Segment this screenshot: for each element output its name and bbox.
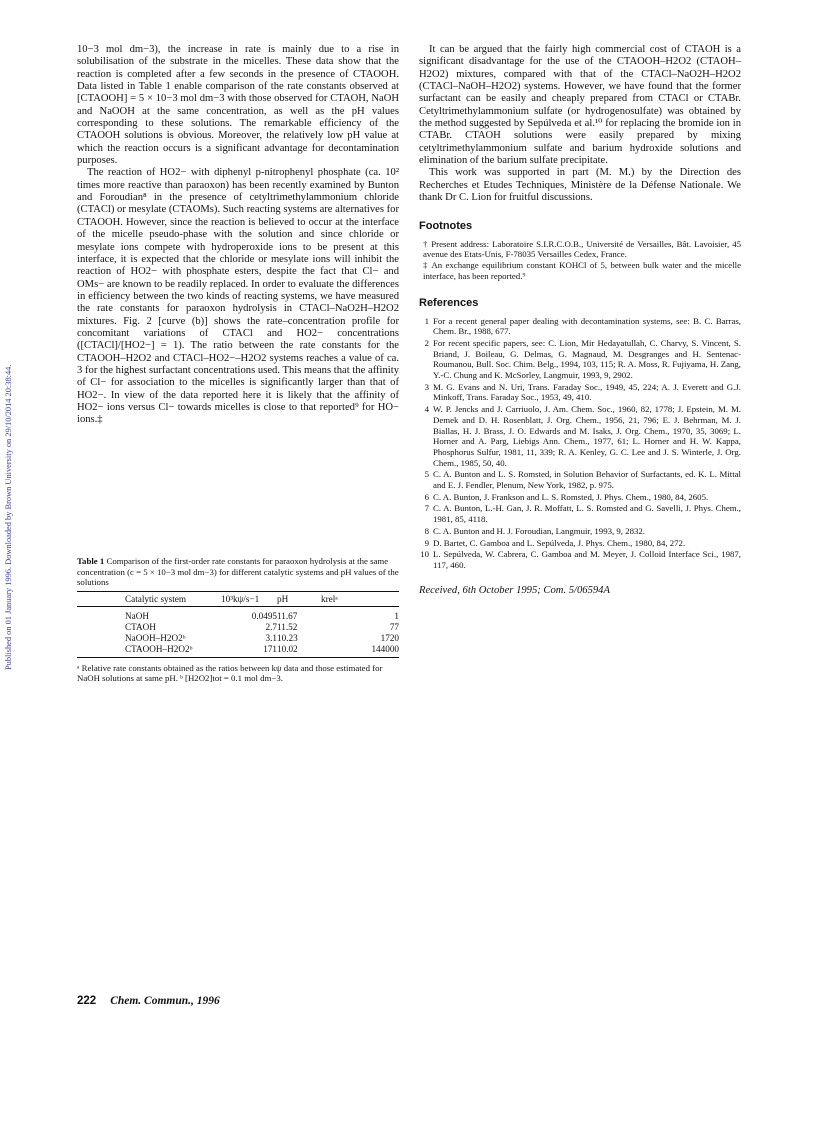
reference-item	[419, 404, 741, 468]
page-footer	[77, 995, 220, 1007]
table-cell: NaOOH–H2O2ᵇ	[125, 632, 186, 643]
reference-number: 9	[424, 537, 429, 548]
references-heading: References	[419, 297, 479, 310]
table-row	[77, 606, 399, 621]
right-column	[419, 44, 741, 608]
reference-item	[419, 469, 741, 490]
reference-item	[419, 316, 741, 337]
reference-text: W. P. Jencks and J. Carriuolo, J. Am. Chem. Soc., 1960, 82, 1778; J. Epstein, M. M. Demek and D. H. Rosenblatt, J. Org. Chem., 1956, 21, 796; E. J. Behrman, M. J. Biallas, H. J. Brass, J. O. Edwards and M. Isaks, J. Org. Chem., 1970, 35, 3069; L. Horner and A. Parg, Liebigs Ann. Chem., 1977, 61; L. Horner and H. W. Kappa, Phosphorus Sulfur, 1981, 11, 339; R. A. Kenley, G. C. Lee and J. S. Winterle, J. Org. Chem., 1985, 50, 40.	[433, 404, 741, 468]
references-list	[419, 316, 741, 571]
download-watermark-text: Published on 01 January 1996. Downloaded by Brown University on 29/10/2014 20:38:44.	[4, 364, 13, 670]
table-cell: 3.1	[265, 632, 277, 643]
table-header: Catalytic system	[125, 593, 186, 604]
table-cell: 144000	[321, 643, 399, 657]
reference-number: 1	[424, 315, 429, 326]
left-column	[77, 44, 399, 427]
reference-text: C. A. Bunton and H. J. Foroudian, Langmuir, 1993, 9, 2832.	[433, 525, 645, 536]
table-cell: 10.02	[277, 643, 321, 657]
table-cell: 1720	[380, 632, 399, 643]
reference-number: 2	[424, 337, 429, 348]
table-header: 10³kψ/s−1	[221, 593, 260, 604]
reference-text: For recent specific papers, see: C. Lion, Mir Hedayatullah, C. Charvy, S. Vincent, S. Briand, J. Boileau, G. Delmas, G. Magnaud, M. Desgranges and H. Sentenac-Roumanou, Bull. Soc. Chim. Belg., 1994, 103, 115; R. A. Moss, R. Fujiyama, H. Zang, Y.-C. Chung and K. McSorley, Langmuir, 1993, 9, 2902.	[433, 337, 741, 381]
reference-text: For a recent general paper dealing with decontamination systems, see: B. C. Barras, Chem. Br., 1988, 677.	[433, 315, 741, 337]
reference-text: L. Sepúlveda, W. Cabrera, C. Gamboa and M. Meyer, J. Colloid Interface Sci., 1987, 117, 460.	[433, 549, 741, 570]
download-watermark	[4, 270, 18, 670]
table-row	[77, 621, 399, 632]
table-header: krelᵃ	[321, 593, 338, 604]
received-line: Received, 6th October 1995; Com. 5/06594A	[419, 584, 610, 596]
body-paragraph: This work was supported in part (M. M.) by the Direction des Recherches et Etudes Techniques, Ministère de la Défense Nationale. We thank Dr C. Lion for fruitful discussions.	[419, 167, 741, 204]
reference-number: 10	[420, 549, 429, 560]
body-paragraph: 10−3 mol dm−3), the increase in rate is mainly due to a rise in solubilisation of the substrate in the micelles. These data show that the reaction is completed after a few seconds in the presence of CTAOOH. Data listed in Table 1 enable comparison of the rate constants observed at [CTAOOH] = 5 × 10−3 mol dm−3 with those observed for CTAOH, NaOH and NaOOH at the same concentration, as well as the pH values corresponding to these solutions. The remarkable efficiency of the CTAOOH solutions is obvious. Moreover, the relatively low pH value at which the reaction occurs is a significant advantage for decontamination purposes.	[77, 44, 399, 167]
table-cell: CTAOH	[125, 621, 156, 632]
table-caption-label: Table 1	[77, 556, 105, 566]
table-data	[77, 591, 399, 658]
table-caption	[77, 556, 399, 588]
body-paragraph: It can be argued that the fairly high commercial cost of CTAOH is a significant disadvantage for the use of the CTAOOH–H2O2 (CTAOH–H2O2) mixtures, compared with that of the CTACl–NaO2H–H2O2 (CTACl–NaOH–H2O2) systems. However, we have found that the former surfactant can be easily and cheaply prepared from CTACl or CTABr. Cetyltrimethylammonium sulfate (or hydrogenosulfate) was obtained by the method suggested by Sepúlveda et al.¹⁰ for replacing the bromide ion in CTABr. CTAOH solutions were easily prepared by mixing cetyltrimethylammonium sulfate and barium hydroxide solutions and elimination of the barium sulfate precipitate.	[419, 44, 741, 167]
reference-item	[419, 503, 741, 524]
reference-item	[419, 382, 741, 403]
reference-number: 7	[424, 503, 429, 514]
reference-item	[419, 549, 741, 570]
reference-number: 5	[424, 469, 429, 480]
table-cell: 171	[221, 643, 277, 657]
journal-name: Chem. Commun., 1996	[110, 995, 220, 1007]
reference-text: M. G. Evans and N. Uri, Trans. Faraday Soc., 1949, 45, 224; A. J. Everett and G.J. Minkoff, Trans. Faraday Soc., 1953, 49, 410.	[433, 381, 741, 403]
reference-text: C. A. Bunton, L.-H. Gan, J. R. Moffatt, L. S. Romsted and G. Savelli, J. Phys. Chem., 1981, 85, 4118.	[433, 503, 741, 525]
reference-item	[419, 338, 741, 381]
page-number: 222	[77, 995, 97, 1007]
table-cell: 77	[389, 621, 399, 632]
table-header: pH	[277, 593, 289, 604]
footnotes-heading: Footnotes	[419, 220, 473, 233]
table-cell: 1	[394, 610, 399, 621]
table-row	[77, 643, 399, 657]
table-row	[77, 632, 399, 643]
reference-item	[419, 526, 741, 537]
table-1	[77, 556, 399, 693]
table-cell: 10.23	[277, 632, 298, 643]
body-paragraph: The reaction of HO2− with diphenyl p-nitrophenyl phosphate (ca. 10² times more reactive than paraoxon) has been recently examined by Bunton and Foroudian⁸ in the presence of cetyltrimethylammonium chloride (CTACl) or mesylate (CTAOMs). Such reacting systems are alternatives for CTAOOH. However, since the reaction is believed to occur at the interface of the micelle pseudo-phase with the solution and since chloride or mesylate ions compete with hydroperoxide ions to be present at this interface, it is expected that the chloride or mesylate ions will inhibit the reaction of HO2− with phosphate esters, despite the fact that Cl− and OMs− are known to be readily replaced. In order to evaluate the differences in efficiency between the two kinds of reacting systems, we have measured the rate constants for paraoxon hydrolysis in CTACl–NaO2H–H2O2 mixtures. Fig. 2 [curve (b)] shows the rate–concentration profile for concomitant variations of CTACl and HO2− concentrations ([CTACl]/[HO2−] = 1). The ratio between the rate constants for the CTAOOH–H2O2 and CTACl–HO2−–H2O2 systems reaches a value of ca. 3 for the highest surfactant concentrations used. This means that the affinity of Cl− for association to the micelles is significantly larger than that of HO2−. In view of the data reported here it is likely that the affinity of HO2− ions versus Cl− towards micelles is close to that reported⁹ for HO− ions.‡	[77, 167, 399, 426]
reference-text: D. Bartet, C. Gamboa and L. Sepúlveda, J. Phys. Chem., 1980, 84, 272.	[433, 537, 686, 548]
table-cell: 11.52	[277, 621, 298, 632]
reference-item	[419, 492, 741, 503]
table-cell: 11.67	[277, 610, 298, 621]
reference-number: 6	[424, 491, 429, 502]
table-cell: 0.0495	[251, 610, 277, 621]
table-cell: NaOH	[125, 610, 149, 621]
table-cell: CTAOOH–H2O2ᵇ	[125, 643, 221, 657]
table-header-row	[77, 591, 399, 606]
table-caption-text: Comparison of the first-order rate constants for paraoxon hydrolysis at the same concentration (c = 5 × 10−3 mol dm−3) for different catalytic systems and pH values of the solutions	[77, 556, 399, 588]
reference-text: C. A. Bunton, J. Frankson and L. S. Romsted, J. Phys. Chem., 1980, 84, 2605.	[433, 491, 709, 502]
footnote: ‡ An exchange equilibrium constant KOHCl of 5, between bulk water and the micelle interface, has been reported.⁹	[423, 260, 741, 281]
footnote: † Present address: Laboratoire S.I.R.C.O.B., Université de Versailles, Bât. Lavoisier, 45 avenue des Etats-Unis, F-78035 Versailles Cedex, France.	[423, 238, 741, 260]
table-footnote: ᵃ Relative rate constants obtained as the ratios between kψ data and those estimated for NaOH solutions at same pH. ᵇ [H2O2]tot = 0.1 mol dm−3.	[77, 662, 383, 684]
reference-number: 8	[424, 525, 429, 536]
reference-text: C. A. Bunton and L. S. Romsted, in Solution Behavior of Surfactants, ed. K. L. Mittal and E. J. Fendler, Plenum, New York, 1982, p. 975.	[433, 469, 741, 491]
table-cell: 2.7	[265, 621, 277, 632]
reference-number: 4	[424, 404, 429, 415]
reference-number: 3	[424, 381, 429, 392]
reference-item	[419, 538, 741, 549]
